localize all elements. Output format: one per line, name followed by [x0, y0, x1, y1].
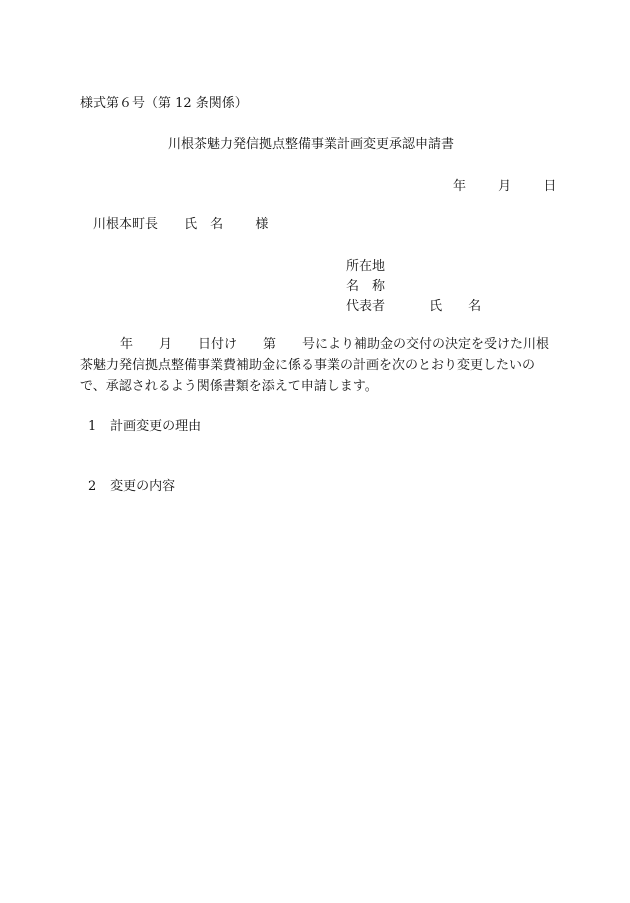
- section-label: 変更の内容: [110, 479, 176, 494]
- applicant-representative-name-label: 氏 名: [429, 299, 482, 314]
- addressee-honorific: 様: [255, 217, 269, 232]
- addressee-office: 川根本町長: [93, 217, 159, 232]
- addressee-name-label: 氏 名: [184, 217, 224, 232]
- addressee: [93, 216, 268, 234]
- applicant-representative-label: 代表者: [346, 299, 386, 314]
- section-item: [88, 478, 175, 496]
- form-number: 様式第６号（第 12 条関係）: [80, 96, 248, 111]
- section-label: 計画変更の理由: [110, 419, 202, 434]
- applicant-address-label: 所在地: [346, 259, 386, 274]
- applicant-name-label: 名 称: [346, 279, 386, 294]
- section-number: 2: [88, 479, 97, 494]
- date-year-label: 年: [453, 179, 467, 194]
- document-title: 川根茶魅力発信拠点整備事業計画変更承認申請書: [168, 137, 455, 152]
- section-number: 1: [88, 419, 97, 434]
- applicant-representative-row: [346, 297, 481, 317]
- date-month-label: 月: [498, 179, 512, 194]
- applicant-block: [346, 257, 481, 317]
- application-body-text: 年 月 日付け 第 号により補助金の交付の決定を受けた川根茶魅力発信拠点整備事業費補助金に係る事業の計画を次のとおり変更したいので、承認されるよう関係書類を添えて申請します。: [80, 337, 550, 394]
- date-line: [453, 178, 556, 196]
- date-day-label: 日: [543, 179, 557, 194]
- section-item: [88, 418, 201, 436]
